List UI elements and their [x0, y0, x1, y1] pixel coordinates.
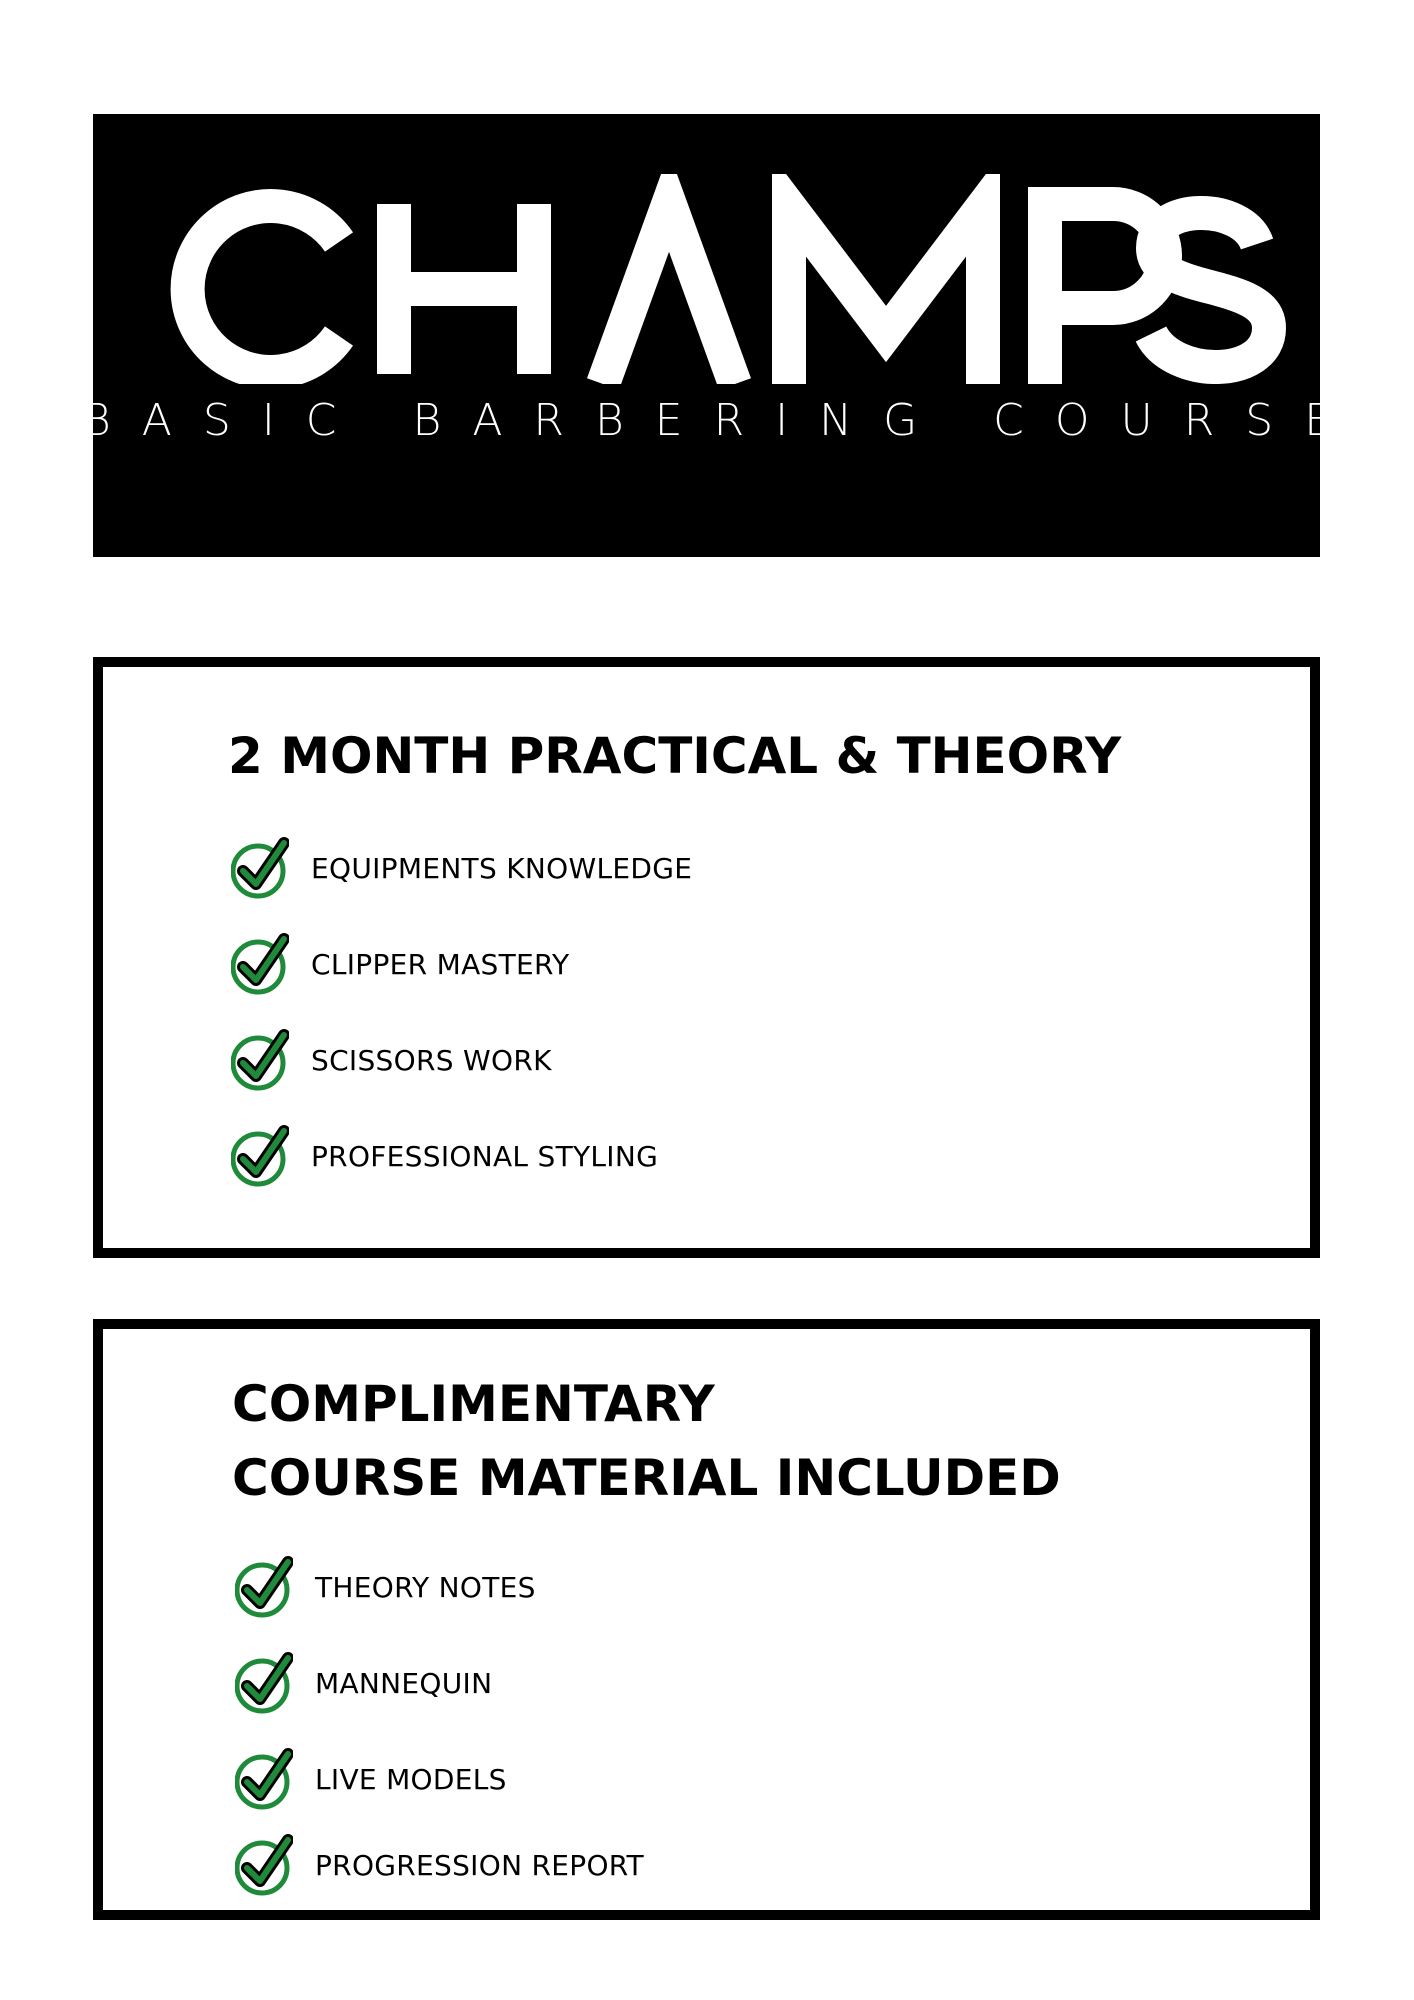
- item-label: SCISSORS WORK: [311, 1043, 552, 1077]
- check-circle-icon: [235, 1748, 293, 1810]
- list-item: [231, 1029, 552, 1091]
- check-circle-icon: [231, 933, 289, 995]
- list-item: [231, 933, 569, 995]
- list-item: [231, 837, 692, 899]
- check-circle-icon: [231, 1029, 289, 1091]
- check-circle-icon: [231, 837, 289, 899]
- course-material-panel: [93, 1319, 1320, 1920]
- practical-theory-panel: [93, 657, 1320, 1258]
- practical-theory-title: 2 MONTH PRACTICAL & THEORY: [228, 727, 1122, 785]
- item-label: LIVE MODELS: [315, 1762, 507, 1796]
- item-label: CLIPPER MASTERY: [311, 947, 570, 981]
- list-item: [235, 1556, 536, 1618]
- champs-logo: [93, 174, 1320, 384]
- list-item: [235, 1834, 644, 1896]
- course-material-title: [232, 1367, 1061, 1515]
- list-item: [231, 1125, 658, 1187]
- item-label: PROGRESSION REPORT: [315, 1848, 644, 1882]
- list-item: [235, 1652, 492, 1714]
- course-material-title-line2: COURSE MATERIAL INCLUDED: [232, 1449, 1061, 1507]
- list-item: [235, 1748, 507, 1810]
- check-circle-icon: [235, 1834, 293, 1896]
- check-circle-icon: [235, 1556, 293, 1618]
- item-label: MANNEQUIN: [315, 1666, 493, 1700]
- item-label: THEORY NOTES: [315, 1570, 536, 1604]
- course-material-title-line1: COMPLIMENTARY: [232, 1375, 715, 1433]
- item-label: EQUIPMENTS KNOWLEDGE: [311, 851, 693, 885]
- brand-banner: [93, 114, 1320, 557]
- check-circle-icon: [231, 1125, 289, 1187]
- item-label: PROFESSIONAL STYLING: [311, 1139, 659, 1173]
- check-circle-icon: [235, 1652, 293, 1714]
- brand-tagline: BASIC BARBERING COURSE: [81, 395, 1364, 446]
